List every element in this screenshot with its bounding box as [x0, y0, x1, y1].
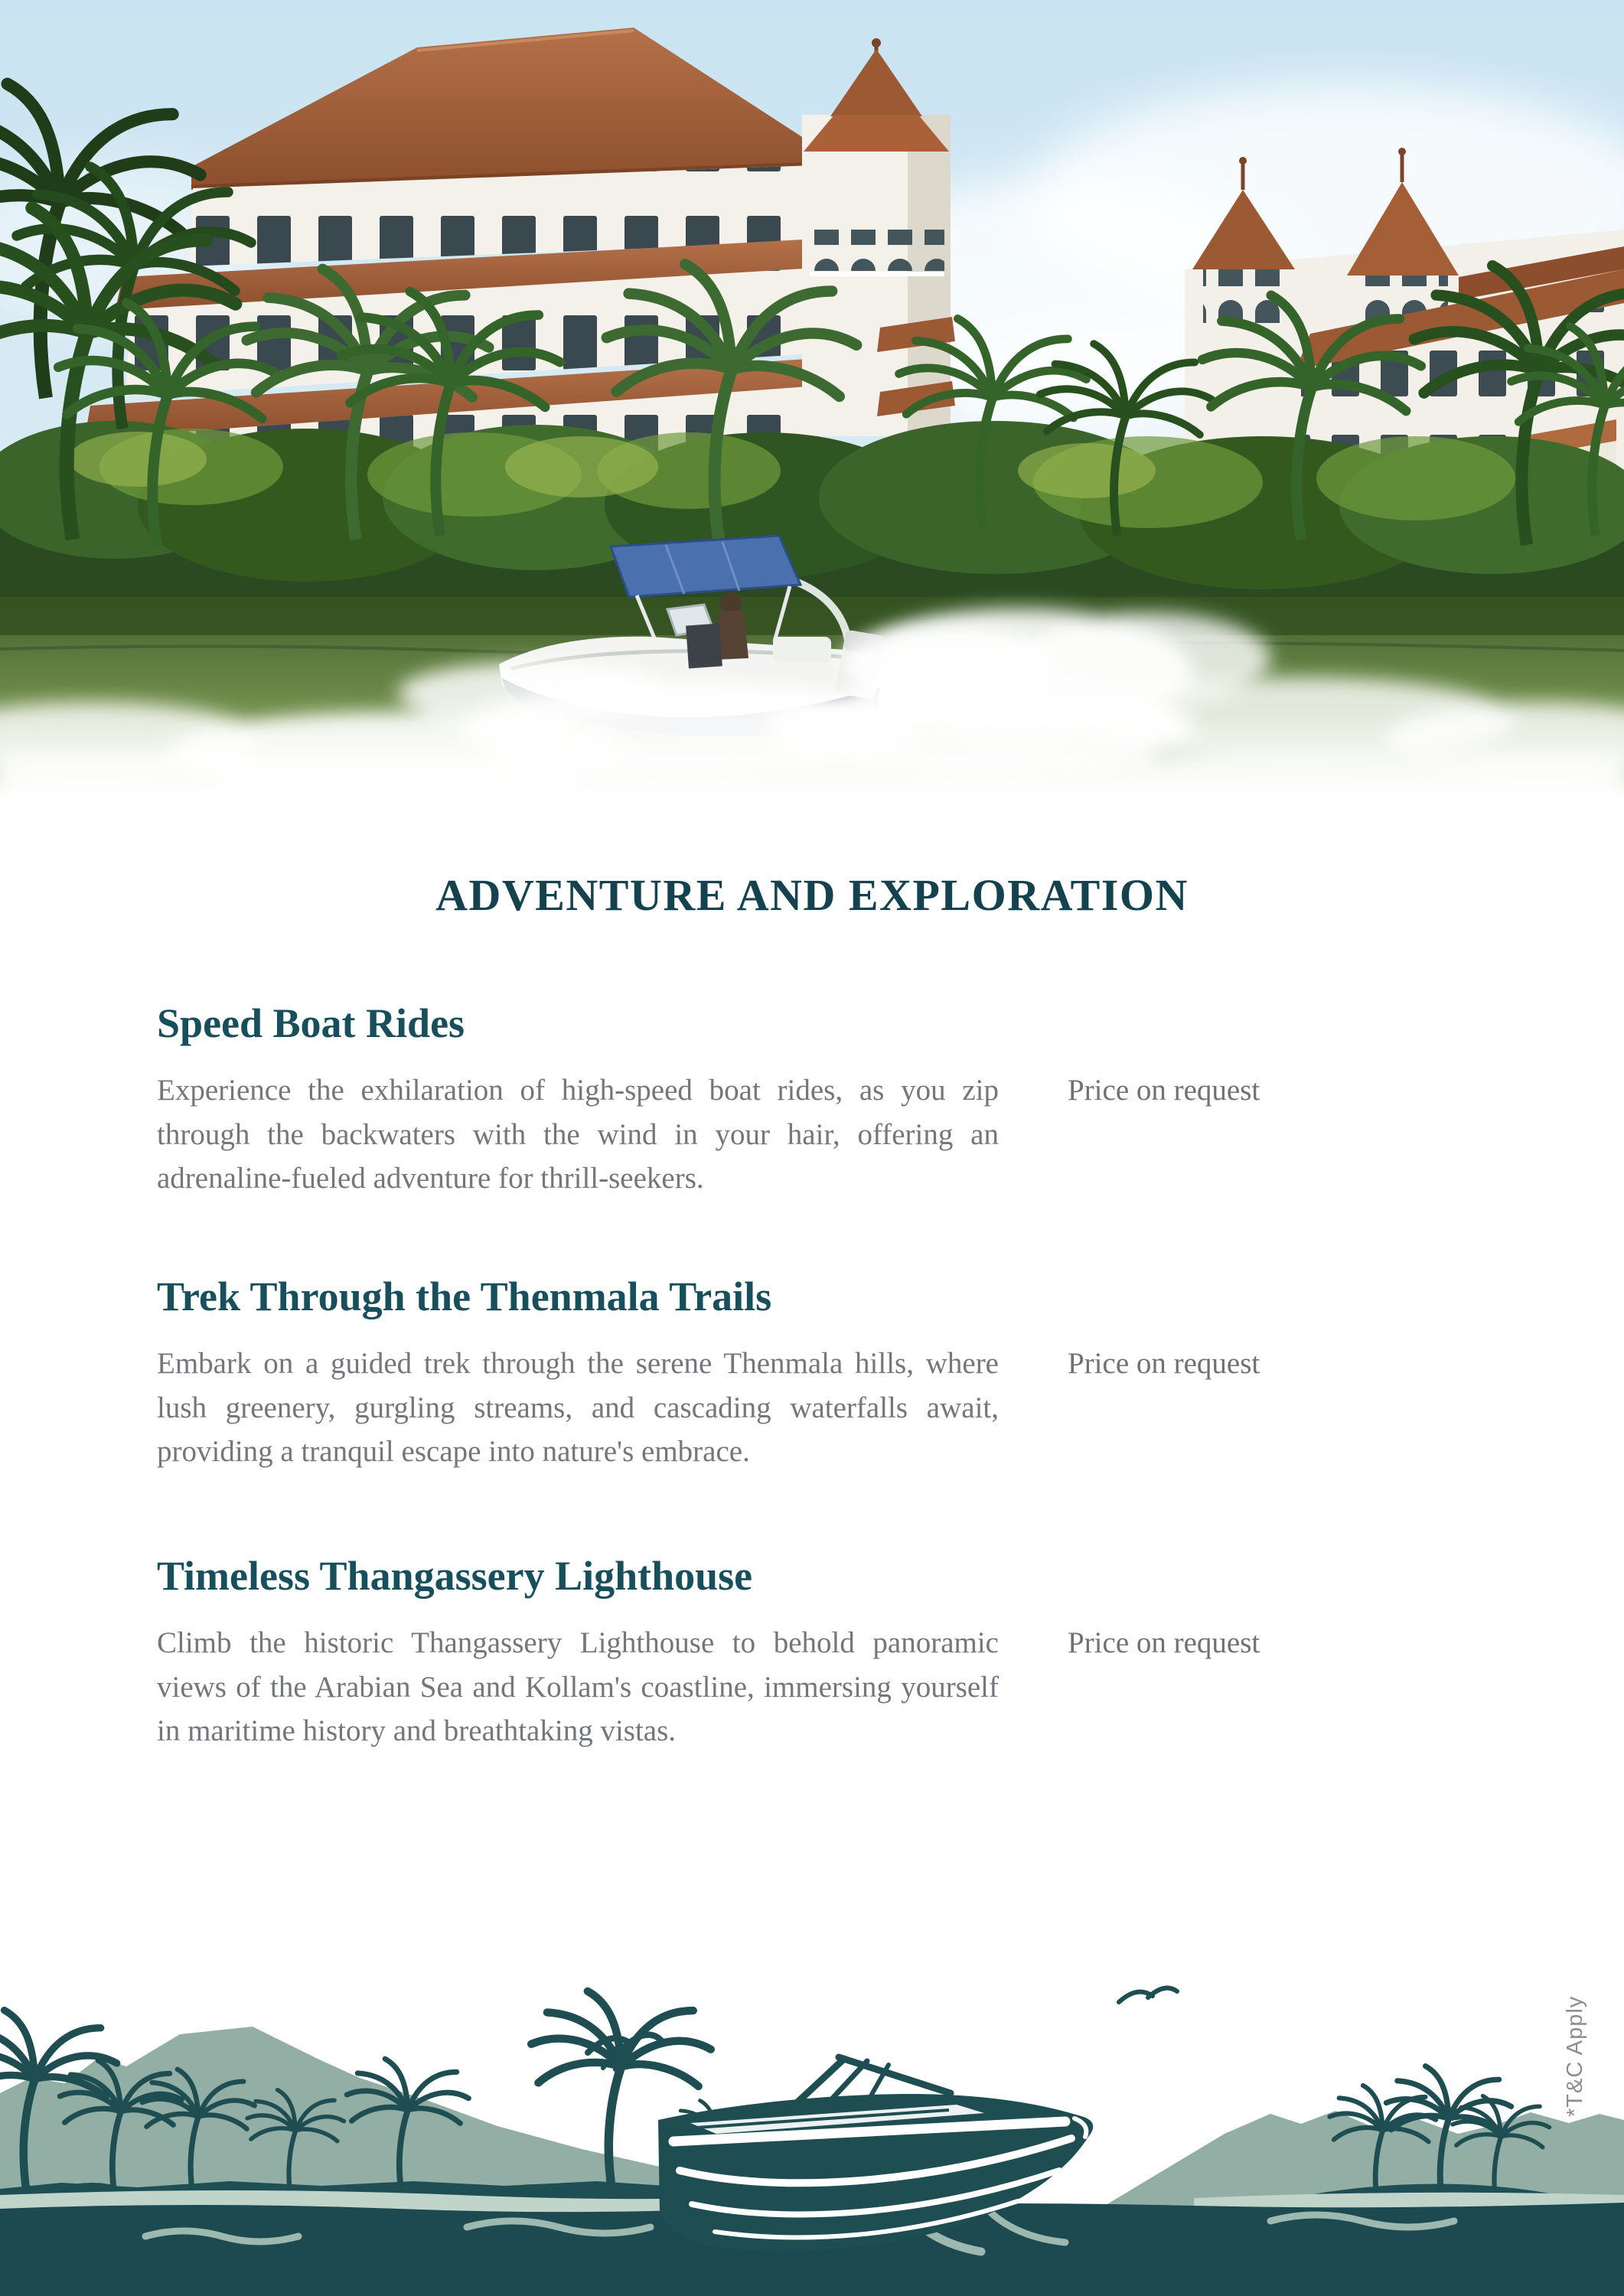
bird-icon-small — [1119, 1988, 1177, 2003]
tree-line — [0, 421, 1624, 612]
activity-description: Climb the historic Thangassery Lighthouse to behold panoramic views of the Arabian Sea and Kollam's coastline, immersing yourself in maritime history and breathtaking vistas. — [157, 1626, 999, 1748]
page-title: ADVENTURE AND EXPLORATION — [435, 870, 1189, 920]
activity-title: Timeless Thangassery Lighthouse — [157, 1553, 753, 1599]
section-thenmala-trek — [157, 1274, 1504, 1519]
price-label: Price on request — [1068, 1074, 1260, 1107]
footer-illustration — [0, 1936, 1624, 2296]
activity-title: Trek Through the Thenmala Trails — [157, 1274, 772, 1319]
activity-description: Experience the exhilaration of high-speed boat rides, as you zip through the backwaters with the wind in your hair, offering an adrenaline-fueled adventure for thrill-seekers. — [157, 1074, 999, 1195]
resort-scene-illustration — [0, 0, 1624, 823]
photo-bottom-fade — [0, 712, 1624, 823]
coastal-silhouette-illustration — [0, 1936, 1624, 2296]
price-label: Price on request — [1068, 1626, 1260, 1659]
hero-photo — [0, 0, 1624, 823]
section-speed-boat-rides — [157, 1001, 1504, 1246]
section-thangassery-lighthouse — [157, 1554, 1504, 1799]
boat-canopy — [611, 536, 801, 597]
boat-driver — [720, 592, 742, 614]
activity-description: Embark on a guided trek through the serene Thenmala hills, where lush greenery, gurgling streams, and cascading waterfalls await, providing a tranquil escape into nature's embrace. — [157, 1347, 999, 1469]
price-label: Price on request — [1068, 1347, 1260, 1380]
activity-title: Speed Boat Rides — [157, 1000, 465, 1046]
terms-note: *T&C Apply — [1563, 1995, 1587, 2117]
